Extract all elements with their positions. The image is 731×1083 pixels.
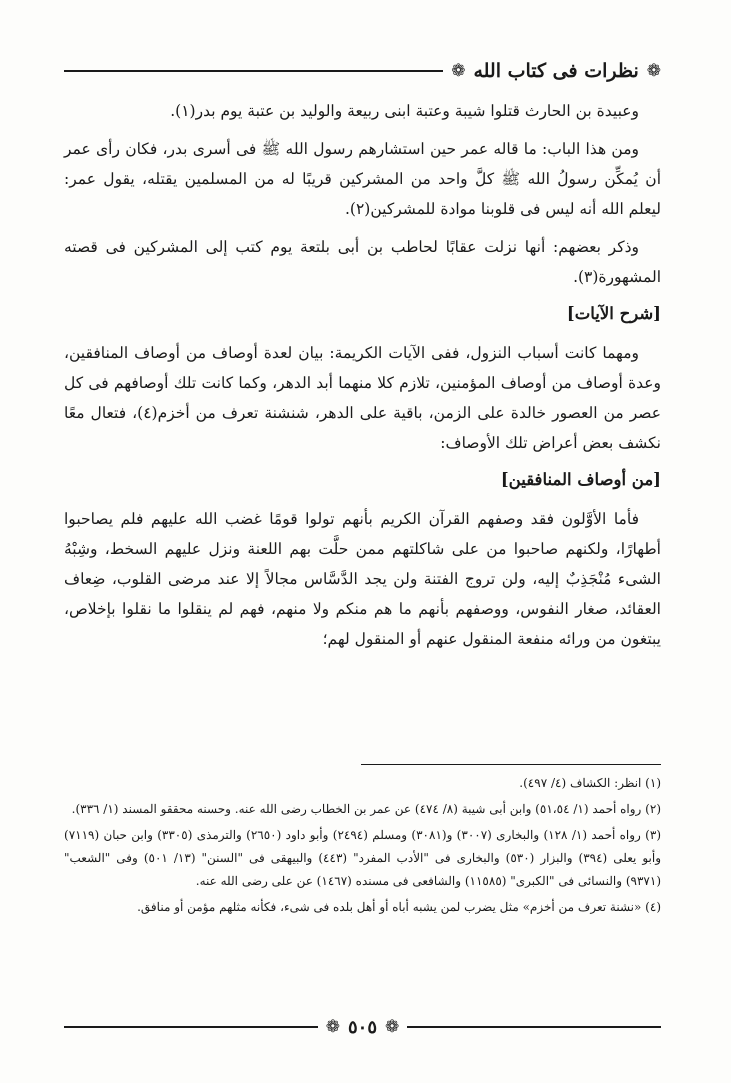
section-heading: [من أوصاف المنافقين] [500, 470, 661, 489]
main-text [64, 96, 661, 662]
paragraph: ومن هذا الباب: ما قاله عمر حين استشارهم رسول الله ﷺ فى أسرى بدر، فكان رأى عمر أن يُمكِّن رسولُ الله ﷺ كلَّ واحد من المشركين قريبًا له من المسلمين يقتله، يقول عمر: ليعلم الله أنه ليس فى قلوبنا موادة للمشركين(٢). [64, 140, 661, 218]
flower-ornament-icon: ❁ [325, 1016, 340, 1037]
paragraph: فأما الأوَّلون فقد وصفهم القرآن الكريم بأنهم تولوا قومًا غضب الله عليهم فلم يصاحبوا أطهارًا، ولكنهم صاحبوا من على شاكلتهم ممن حلَّت بهم اللعنة ونزل عليهم السخط، وشِبْهُ الشىء مُنْجَذِبٌ إليه، ولن تروج الفتنة ولن يجد الدَّسَّاس مجالاً إلا عند مرضى القلوب، ضِعاف العقائد، صغار النفوس، ووصفهم بأنهم ما هم منكم ولا منهم، فهم لم ينقلوا ما نقلوا بإخلاص، يبتغون من ورائه منفعة المنقول عنهم أو المنقول لهم؛ [64, 510, 661, 648]
footnote: (٣) رواه أحمد (١/ ١٢٨) والبخارى (٣٠٠٧) و(٣٠٨١) ومسلم (٢٤٩٤) وأبو داود (٢٦٥٠) والترمذى (٣٣٠٥) وابن حبان (٧١١٩) وأبو يعلى (٣٩٤) والبزار (٥٣٠) والبخارى فى "الأدب المفرد" (٤٤٣) والبيهقى فى "السنن" (١٣/ ٥٠١) وفى "الشعب" (٩٣٧١) والنسائى فى "الكبرى" (١١٥٨٥) والشافعى فى مسنده (١٤٦٧) عن على رضى الله عنه. [64, 828, 662, 888]
footnote: (١) انظر: الكشاف (٤/ ٤٩٧). [519, 776, 661, 790]
section-heading: [شرح الآيات] [566, 304, 661, 323]
header-rule [64, 70, 443, 72]
footnote: (٢) رواه أحمد (١/ ٥١،٥٤) وابن أبى شيبة (٨/ ٤٧٤) عن عمر بن الخطاب رضى الله عنه. وحسنه محققو المسند (١/ ٣٣٦). [71, 802, 661, 816]
book-title: نظرات فى كتاب الله [473, 60, 639, 82]
footnotes [64, 772, 661, 922]
paragraph: وذكر بعضهم: أنها نزلت عقابًا لحاطب بن أبى بلتعة يوم كتب إلى المشركين فى قصته المشهورة(٣). [64, 238, 661, 286]
footer-rule [64, 1026, 318, 1028]
footnote: (٤) «نشنة تعرف من أخزم» مثل يضرب لمن يشبه أباه أو أهل بلده فى شىء، فكأنه مثلهم مؤمن أو منافق. [137, 900, 661, 914]
footer-rule [407, 1026, 661, 1028]
page-footer [64, 1012, 661, 1042]
flower-ornament-icon: ❁ [451, 60, 466, 81]
paragraph: وعبيدة بن الحارث قتلوا شيبة وعتبة ابنى ربيعة والوليد بن عتبة يوم بدر(١). [170, 102, 639, 120]
footnote-divider [361, 764, 661, 765]
page-header [64, 56, 661, 86]
paragraph: ومهما كانت أسباب النزول، ففى الآيات الكريمة: بيان لعدة أوصاف من أوصاف المنافقين، وعدة أوصاف من أوصاف المؤمنين، تلازم كلا منهما أبد الدهر، وكما كانت تلك أوصافهم فى كل عصر من العصور خالدة على الزمن، باقية على الدهر، شنشنة تعرف من أخزم(٤)، فتعال معًا نكشف بعض أعراض تلك الأوصاف: [64, 344, 661, 452]
flower-ornament-icon: ❁ [385, 1016, 400, 1037]
flower-ornament-icon: ❁ [646, 60, 661, 81]
page-number: ٥٠٥ [347, 1016, 377, 1038]
